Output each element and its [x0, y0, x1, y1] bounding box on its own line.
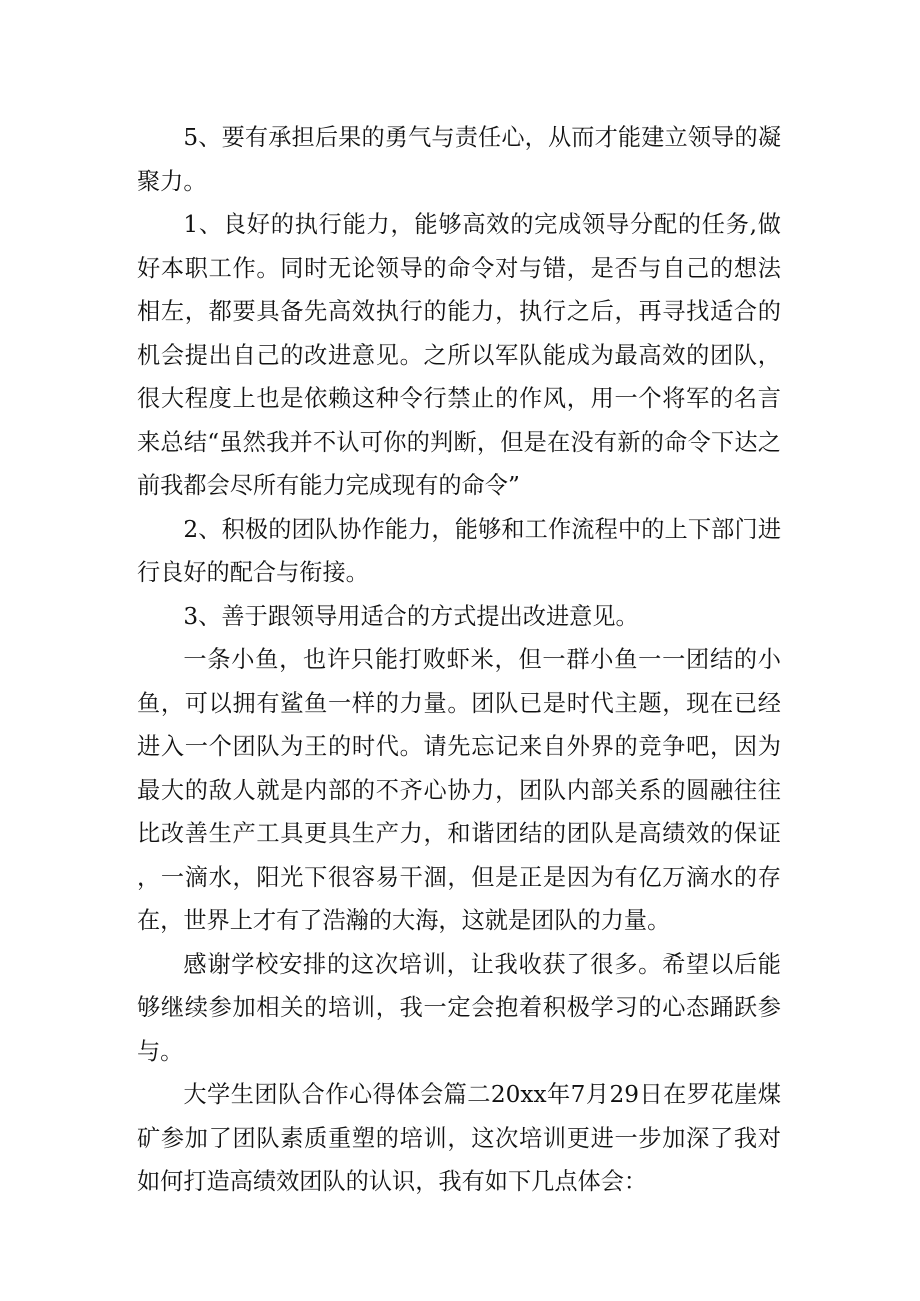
paragraph-team-power: 一条小鱼，也许只能打败虾米，但一群小鱼一一团结的小鱼，可以拥有鲨鱼一样的力量。团队已是时代主题，现在已经进入一个团队为王的时代。请先忘记来自外界的竞争吧，因为最大的敌人就是内部的不齐心协力，团队内部关系的圆融往往比改善生产工具更具生产力，和谐团结的团队是高绩效的保证，一滴水，阳光下很容易干涸，但是正是因为有亿万滴水的存在，世界上才有了浩瀚的大海，这就是团队的力量。: [137, 646, 781, 934]
paragraph-teamwork-ability: 2、积极的团队协作能力，能够和工作流程中的上下部门进行良好的配合与衔接。: [137, 515, 781, 586]
paragraph-suggestions: 3、善于跟领导用适合的方式提出改进意见。: [183, 602, 639, 630]
paragraph-execution-ability: 1、良好的执行能力，能够高效的完成领导分配的任务,做好本职工作。同时无论领导的命令对与错，是否与自己的想法相左，都要具备先高效执行的能力，执行之后，再寻找适合的机会提出自己的改进意见。之所以军队能成为最高效的团队，很大程度上也是依赖这种令行禁止的作风，用一个将军的名言来总结“虽然我并不认可你的判断，但是在没有新的命令下达之前我都会尽所有能力完成现有的命令”: [137, 211, 781, 499]
paragraph-article-two-intro: 大学生团队合作心得体会篇二20xx年7月29日在罗花崖煤矿参加了团队素质重塑的培训，这次培训更进一步加深了我对如何打造高绩效团队的认识，我有如下几点体会：: [137, 1081, 781, 1195]
document-body: [137, 116, 781, 1204]
paragraph-cohesion: 5、要有承担后果的勇气与责任心，从而才能建立领导的凝聚力。: [137, 124, 781, 195]
paragraph-thanks: 感谢学校安排的这次培训，让我收获了很多。希望以后能够继续参加相关的培训，我一定会抱着积极学习的心态踊跃参与。: [137, 950, 781, 1065]
